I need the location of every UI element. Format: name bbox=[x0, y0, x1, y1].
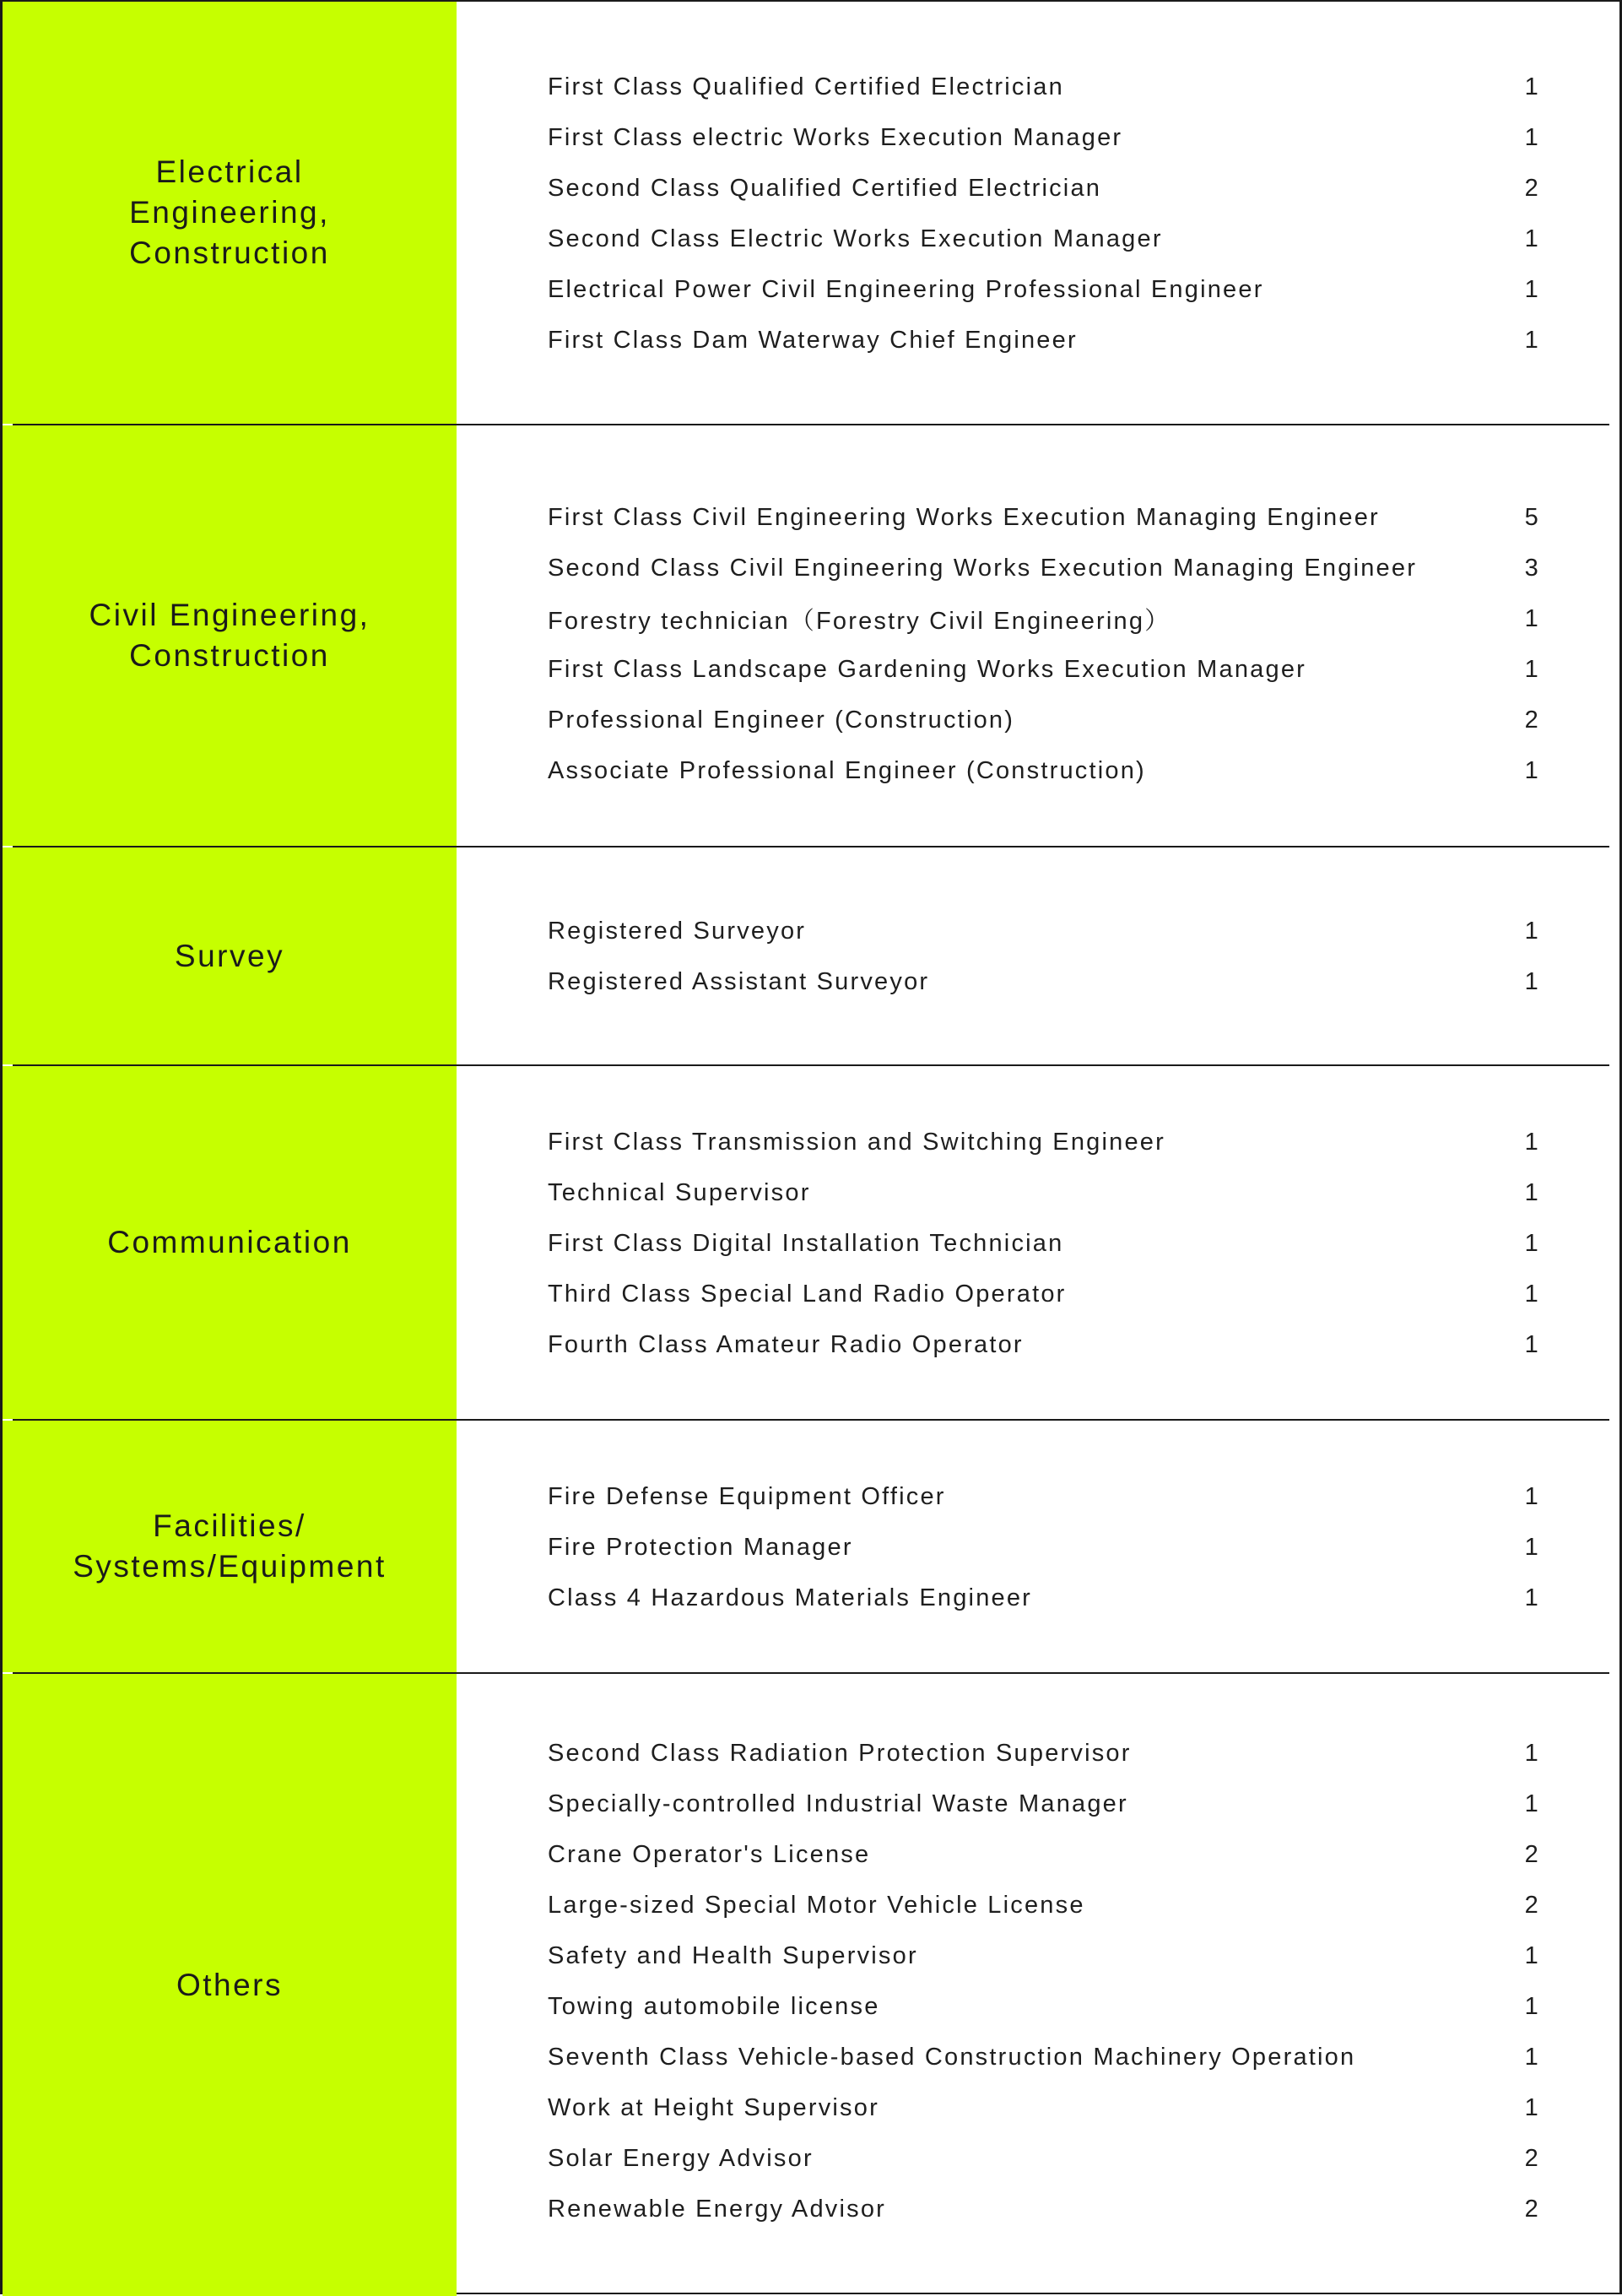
qualification-name: Registered Assistant Surveyor bbox=[548, 967, 930, 995]
qualification-name: Second Class Qualified Certified Electrician bbox=[548, 174, 1102, 202]
holder-count: 1 bbox=[1524, 967, 1540, 995]
qualification-list bbox=[457, 847, 1619, 1064]
category-label: Communication bbox=[3, 1066, 457, 1419]
holder-count: 1 bbox=[1524, 1330, 1540, 1358]
qualification-name: Renewable Energy Advisor bbox=[548, 2195, 886, 2223]
holder-count: 1 bbox=[1524, 604, 1540, 632]
category-label: Others bbox=[3, 1674, 457, 2296]
category-section bbox=[3, 2, 1619, 424]
qualification-row bbox=[548, 2082, 1540, 2133]
holder-count: 1 bbox=[1524, 756, 1540, 784]
qualification-name: Work at Height Supervisor bbox=[548, 2093, 879, 2121]
qualification-name: Fire Protection Manager bbox=[548, 1533, 853, 1561]
qualification-row bbox=[548, 695, 1540, 745]
holder-count: 1 bbox=[1524, 2043, 1540, 2071]
qualification-row bbox=[548, 2184, 1540, 2234]
qualification-row bbox=[548, 956, 1540, 1007]
qualification-name: Class 4 Hazardous Materials Engineer bbox=[548, 1584, 1033, 1611]
qualification-row bbox=[548, 1880, 1540, 1930]
holder-count: 2 bbox=[1524, 174, 1540, 202]
qualification-row bbox=[548, 1829, 1540, 1880]
holder-count: 2 bbox=[1524, 2195, 1540, 2223]
holder-count: 1 bbox=[1524, 123, 1540, 151]
qualification-row bbox=[548, 214, 1540, 264]
holder-count: 1 bbox=[1524, 1739, 1540, 1767]
qualification-list bbox=[457, 2, 1619, 424]
category-section bbox=[3, 847, 1619, 1064]
qualification-row bbox=[548, 1218, 1540, 1269]
holder-count: 1 bbox=[1524, 1280, 1540, 1308]
qualification-row bbox=[548, 62, 1540, 112]
qualification-row bbox=[548, 1117, 1540, 1167]
qualification-name: First Class Digital Installation Technician bbox=[548, 1229, 1064, 1257]
holder-count: 1 bbox=[1524, 1128, 1540, 1156]
holder-count: 1 bbox=[1524, 1992, 1540, 2020]
qualification-name: First Class Civil Engineering Works Execution Managing Engineer bbox=[548, 503, 1380, 531]
holder-count: 3 bbox=[1524, 554, 1540, 582]
category-label: Facilities/ Systems/Equipment bbox=[3, 1421, 457, 1672]
category-section bbox=[3, 1421, 1619, 1672]
qualification-name: First Class Dam Waterway Chief Engineer bbox=[548, 326, 1078, 354]
holder-count: 1 bbox=[1524, 1229, 1540, 1257]
qualification-name: Crane Operator's License bbox=[548, 1840, 871, 1868]
qualification-name: First Class Landscape Gardening Works Execution Manager bbox=[548, 655, 1307, 683]
qualification-row bbox=[548, 2133, 1540, 2184]
qualification-name: Registered Surveyor bbox=[548, 917, 807, 945]
qualification-name: Professional Engineer (Construction) bbox=[548, 706, 1015, 734]
qualification-row bbox=[548, 1471, 1540, 1522]
holder-count: 1 bbox=[1524, 917, 1540, 945]
category-section bbox=[3, 1674, 1619, 2296]
qualification-row bbox=[548, 2032, 1540, 2082]
qualification-name: Associate Professional Engineer (Construction) bbox=[548, 756, 1146, 784]
qualification-row bbox=[548, 1981, 1540, 2032]
qualification-name: First Class electric Works Execution Manager bbox=[548, 123, 1123, 151]
qualification-name: Second Class Civil Engineering Works Execution Managing Engineer bbox=[548, 554, 1418, 582]
qualification-name: Fire Defense Equipment Officer bbox=[548, 1482, 946, 1510]
qualification-list bbox=[457, 1674, 1619, 2296]
holder-count: 1 bbox=[1524, 225, 1540, 252]
holder-count: 1 bbox=[1524, 1178, 1540, 1206]
qualification-row bbox=[548, 644, 1540, 695]
qualification-name: Seventh Class Vehicle-based Construction Machinery Operation bbox=[548, 2043, 1356, 2071]
qualification-row bbox=[548, 1269, 1540, 1319]
holder-count: 5 bbox=[1524, 503, 1540, 531]
holder-count: 1 bbox=[1524, 655, 1540, 683]
holder-count: 1 bbox=[1524, 2093, 1540, 2121]
qualification-row bbox=[548, 1522, 1540, 1573]
category-label: Civil Engineering, Construction bbox=[3, 425, 457, 846]
qualification-name: Electrical Power Civil Engineering Professional Engineer bbox=[548, 275, 1264, 303]
qualification-row bbox=[548, 315, 1540, 366]
qualification-row bbox=[548, 906, 1540, 956]
qualification-row bbox=[548, 543, 1540, 593]
holder-count: 1 bbox=[1524, 326, 1540, 354]
holder-count: 1 bbox=[1524, 1584, 1540, 1611]
qualification-name: Third Class Special Land Radio Operator bbox=[548, 1280, 1067, 1308]
qualification-name: Second Class Radiation Protection Supervisor bbox=[548, 1739, 1132, 1767]
qualification-row bbox=[548, 264, 1540, 315]
holder-count: 1 bbox=[1524, 73, 1540, 100]
qualification-name: First Class Transmission and Switching Engineer bbox=[548, 1128, 1165, 1156]
qualification-list bbox=[457, 425, 1619, 846]
qualification-name: Fourth Class Amateur Radio Operator bbox=[548, 1330, 1024, 1358]
qualification-row bbox=[548, 492, 1540, 543]
qualification-name: Technical Supervisor bbox=[548, 1178, 811, 1206]
qualification-name: Large-sized Special Motor Vehicle License bbox=[548, 1891, 1085, 1919]
category-section bbox=[3, 425, 1619, 846]
qualification-row bbox=[548, 745, 1540, 796]
category-section bbox=[3, 1066, 1619, 1419]
qualification-row bbox=[548, 1728, 1540, 1779]
category-label: Survey bbox=[3, 847, 457, 1064]
qualification-row bbox=[548, 1319, 1540, 1370]
holder-count: 2 bbox=[1524, 2144, 1540, 2172]
qualification-name: Specially-controlled Industrial Waste Manager bbox=[548, 1790, 1128, 1817]
holder-count: 1 bbox=[1524, 275, 1540, 303]
qualification-row bbox=[548, 163, 1540, 214]
qualification-name: Second Class Electric Works Execution Manager bbox=[548, 225, 1163, 252]
qualification-row bbox=[548, 1573, 1540, 1623]
qualification-row bbox=[548, 1779, 1540, 1829]
qualification-list bbox=[457, 1066, 1619, 1419]
holder-count: 1 bbox=[1524, 1941, 1540, 1969]
category-label: Electrical Engineering, Construction bbox=[3, 2, 457, 424]
holder-count: 1 bbox=[1524, 1482, 1540, 1510]
holder-count: 2 bbox=[1524, 706, 1540, 734]
holder-count: 1 bbox=[1524, 1790, 1540, 1817]
qualification-name: First Class Qualified Certified Electrician bbox=[548, 73, 1064, 100]
qualification-list bbox=[457, 1421, 1619, 1672]
qualification-name: Forestry technician（Forestry Civil Engineering） bbox=[548, 607, 1171, 635]
qualification-row bbox=[548, 1167, 1540, 1218]
qualification-row bbox=[548, 593, 1540, 644]
qualification-row bbox=[548, 1930, 1540, 1981]
holder-count: 2 bbox=[1524, 1840, 1540, 1868]
qualification-name: Solar Energy Advisor bbox=[548, 2144, 814, 2172]
holder-count: 2 bbox=[1524, 1891, 1540, 1919]
qualification-name: Towing automobile license bbox=[548, 1992, 880, 2020]
qualification-name: Safety and Health Supervisor bbox=[548, 1941, 918, 1969]
qualification-row bbox=[548, 112, 1540, 163]
holder-count: 1 bbox=[1524, 1533, 1540, 1561]
